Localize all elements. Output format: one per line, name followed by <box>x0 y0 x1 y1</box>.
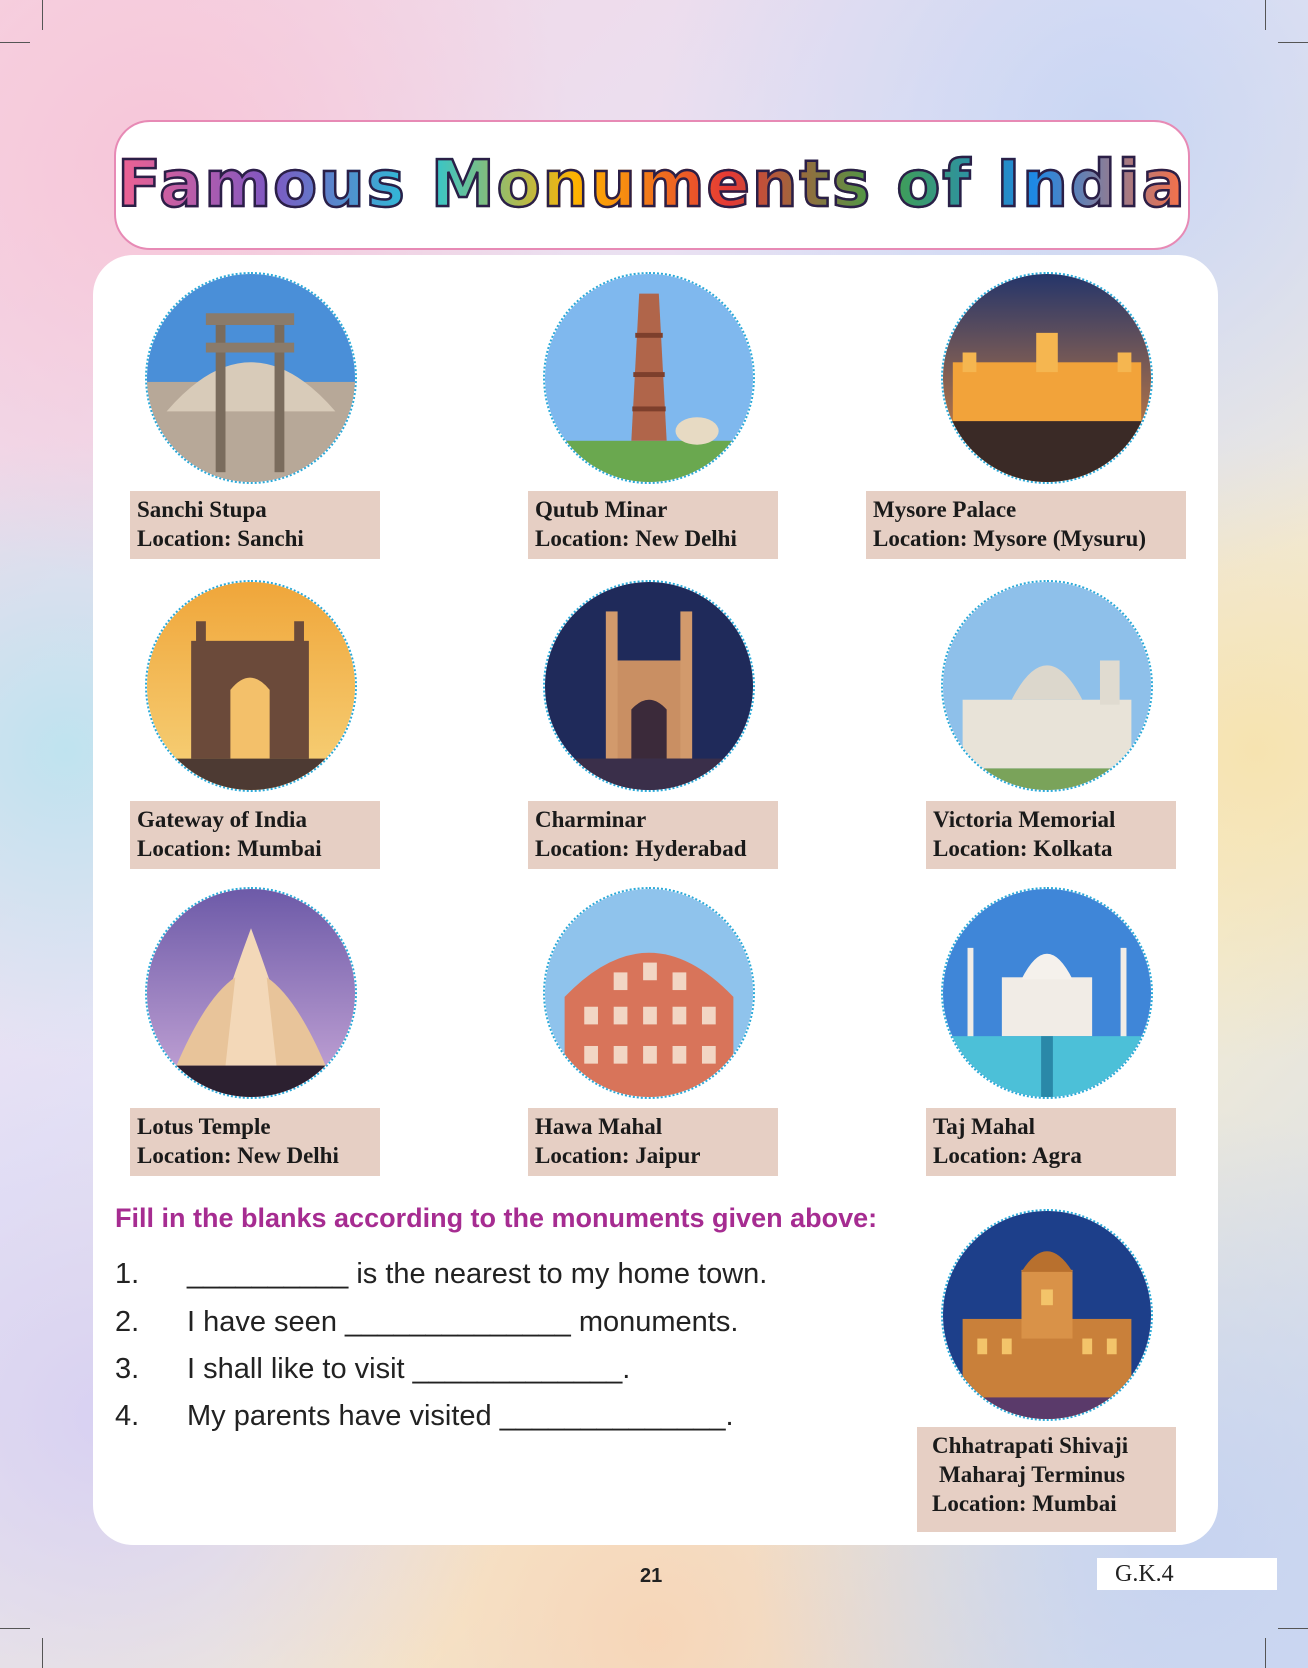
monument-label <box>926 801 1176 869</box>
monument-name-line-2: Maharaj Terminus <box>939 1462 1125 1487</box>
monument-name: Charminar <box>535 807 647 832</box>
monument-card <box>543 580 755 792</box>
page-title: Famous Monuments of India <box>117 148 1187 222</box>
question-number: 3. <box>115 1353 140 1385</box>
question-1 <box>115 1258 767 1291</box>
monument-location: Location: Hyderabad <box>535 836 747 861</box>
question-3 <box>115 1353 630 1386</box>
monument-card <box>145 580 357 792</box>
monument-label <box>528 1108 778 1176</box>
monument-location: Location: Mumbai <box>137 836 322 861</box>
monument-label <box>926 1108 1176 1176</box>
monument-name: Taj Mahal <box>933 1114 1036 1139</box>
question-text: I have seen ______________ monuments. <box>187 1306 739 1338</box>
monument-name-line-1: Chhatrapati Shivaji <box>932 1433 1129 1458</box>
crop-mark <box>1278 1628 1308 1629</box>
monument-label <box>866 491 1186 559</box>
monument-label <box>130 1108 380 1176</box>
minar-icon <box>543 272 755 484</box>
monument-name: Victoria Memorial <box>933 807 1116 832</box>
question-text: My parents have visited ______________. <box>187 1400 734 1432</box>
question-text: __________ is the nearest to my home town. <box>187 1258 768 1290</box>
crop-mark <box>1278 42 1308 43</box>
monument-card <box>145 887 357 1099</box>
page-number: 21 <box>640 1565 663 1587</box>
monument-location: Location: Mysore (Mysuru) <box>873 526 1146 551</box>
crop-mark <box>1265 0 1266 30</box>
monument-location: Location: New Delhi <box>137 1143 339 1168</box>
monument-label <box>528 801 778 869</box>
crop-mark <box>42 1638 43 1668</box>
monument-card <box>941 580 1153 792</box>
question-number: 4. <box>115 1400 140 1432</box>
monument-name: Qutub Minar <box>535 497 668 522</box>
crop-mark <box>0 42 30 43</box>
charminar-icon <box>543 580 755 792</box>
monument-name: Mysore Palace <box>873 497 1017 522</box>
monument-location: Location: Jaipur <box>535 1143 701 1168</box>
question-text: I shall like to visit _____________. <box>187 1353 631 1385</box>
monument-location: Location: Mumbai <box>932 1491 1117 1516</box>
monument-location: Location: Kolkata <box>933 836 1113 861</box>
question-number: 2. <box>115 1306 140 1338</box>
stupa-icon <box>145 272 357 484</box>
memorial-icon <box>941 580 1153 792</box>
monument-card <box>941 887 1153 1099</box>
monument-card <box>543 887 755 1099</box>
gateway-icon <box>145 580 357 792</box>
question-2 <box>115 1306 738 1339</box>
monument-label <box>528 491 778 559</box>
monument-card <box>145 272 357 484</box>
monument-label <box>130 801 380 869</box>
monument-name: Lotus Temple <box>137 1114 271 1139</box>
question-number: 1. <box>115 1258 140 1290</box>
book-code: G.K.4 <box>1097 1558 1277 1590</box>
crop-mark <box>1265 1638 1266 1668</box>
monument-location: Location: New Delhi <box>535 526 737 551</box>
crop-mark <box>0 1628 30 1629</box>
title-banner <box>114 120 1190 250</box>
palace-icon <box>941 272 1153 484</box>
crop-mark <box>42 0 43 30</box>
monument-name: Gateway of India <box>137 807 307 832</box>
monument-card <box>543 272 755 484</box>
mahal-icon <box>543 887 755 1099</box>
lotus-icon <box>145 887 357 1099</box>
monument-label <box>130 491 380 559</box>
monument-location: Location: Agra <box>933 1143 1082 1168</box>
monument-name: Sanchi Stupa <box>137 497 267 522</box>
taj-icon <box>941 887 1153 1099</box>
question-4 <box>115 1400 734 1433</box>
exercise-heading: Fill in the blanks according to the monuments given above: <box>115 1203 878 1233</box>
terminus-icon <box>941 1209 1153 1421</box>
monument-name: Hawa Mahal <box>535 1114 663 1139</box>
monument-label <box>917 1427 1176 1532</box>
monument-card <box>941 272 1153 484</box>
monument-card <box>941 1209 1153 1421</box>
monument-location: Location: Sanchi <box>137 526 304 551</box>
